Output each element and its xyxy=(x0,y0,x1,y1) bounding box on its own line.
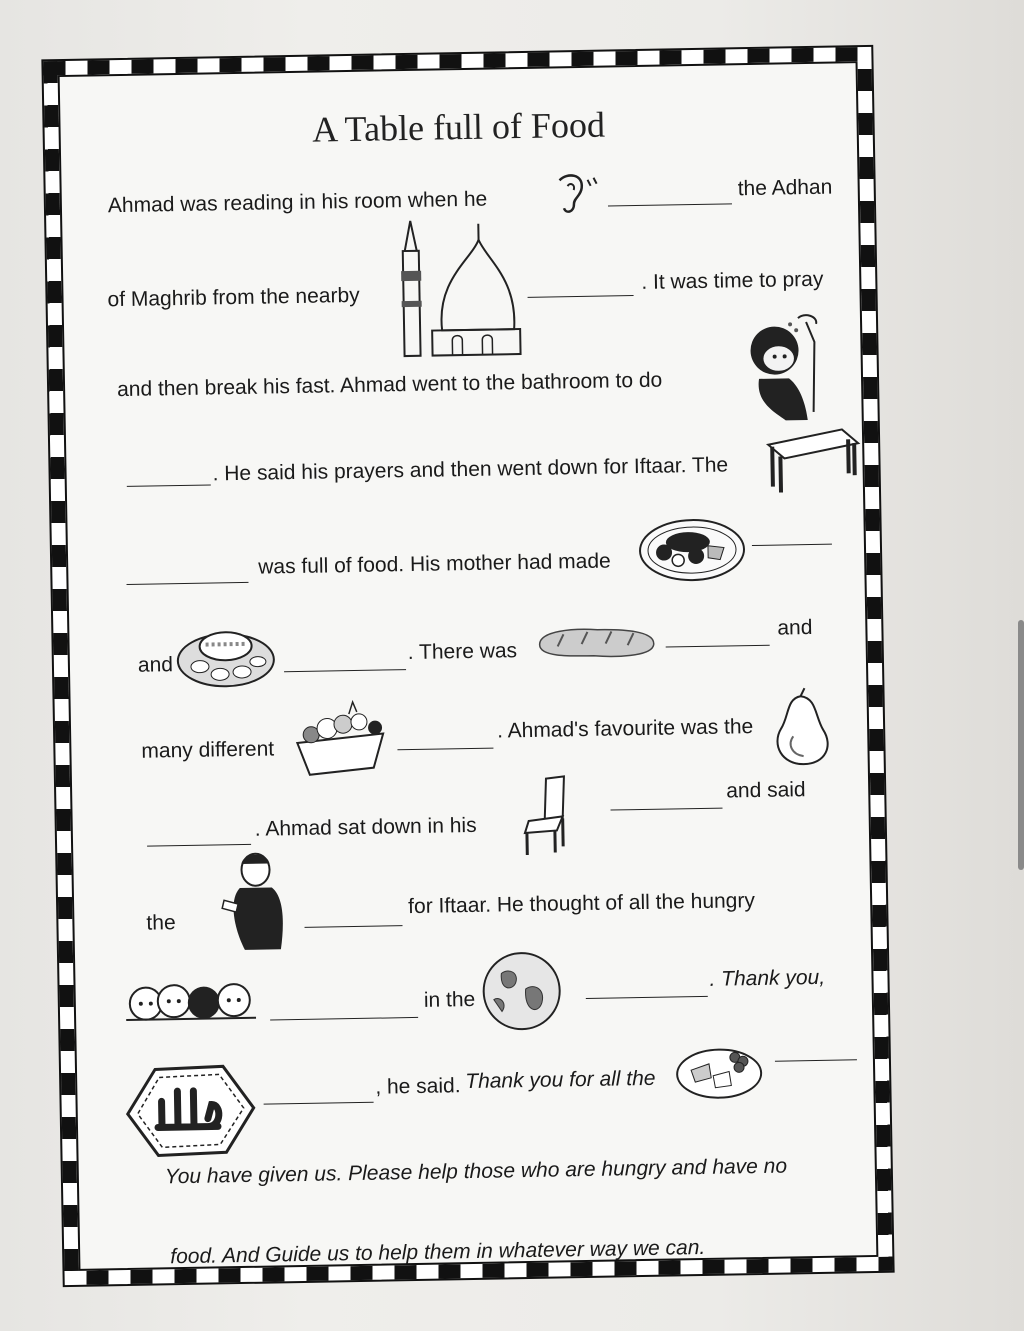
blank-3[interactable] xyxy=(127,484,211,486)
line-6-end-text: and xyxy=(777,615,813,640)
blank-1[interactable] xyxy=(608,203,732,206)
line-3-text: and then break his fast. Ahmad went to the bathroom to do xyxy=(116,368,663,402)
line-4-text: . He said his prayers and then went down for Iftaar. The xyxy=(212,453,729,486)
line-6-text: and xyxy=(137,653,174,677)
globe-icon xyxy=(479,948,564,1033)
chair-icon xyxy=(516,774,577,859)
line-1-end-text: the Adhan xyxy=(737,175,833,201)
praying-boy-icon xyxy=(213,849,293,954)
blank-2[interactable] xyxy=(528,295,634,298)
line-13-text: food. And Guide us to help them in whatever way we can. xyxy=(170,1235,706,1269)
table-icon xyxy=(762,423,863,495)
blank-11[interactable] xyxy=(305,925,403,928)
blank-6[interactable] xyxy=(284,669,406,672)
blank-12[interactable] xyxy=(270,1017,418,1021)
blank-8[interactable] xyxy=(397,748,493,751)
pear-icon xyxy=(766,686,837,769)
line-12-text: You have given us. Please help those who are hungry and have no xyxy=(164,1154,788,1189)
line-7-text: many different xyxy=(141,737,275,763)
food-plate-icon xyxy=(637,515,748,585)
blank-7[interactable] xyxy=(666,645,770,648)
line-10-end-text: . Thank you, xyxy=(709,965,826,991)
line-8-end-text: and said xyxy=(726,778,806,803)
blank-14[interactable] xyxy=(264,1102,374,1105)
boy-washing-icon xyxy=(744,312,836,424)
ear-icon xyxy=(549,172,600,219)
dish-icon xyxy=(175,619,276,691)
line-1-text: Ahmad was reading in his room when he xyxy=(107,187,488,218)
food-platter-icon xyxy=(674,1035,763,1103)
scroll-edge xyxy=(1018,620,1024,870)
worksheet-frame xyxy=(41,45,894,1287)
blank-13[interactable] xyxy=(586,996,708,999)
worksheet-content xyxy=(58,61,879,1271)
line-8-text: . Ahmad sat down in his xyxy=(254,813,477,841)
line-10-text: in the xyxy=(423,987,476,1012)
bread-icon xyxy=(533,621,660,663)
line-7-end-text: . Ahmad's favourite was the xyxy=(496,715,754,743)
fruit-basket-icon xyxy=(287,697,394,783)
line-6-mid-text: . There was xyxy=(407,639,518,665)
allah-calligraphy-icon xyxy=(121,1060,259,1162)
line-5-text: was full of food. His mother had made xyxy=(258,549,611,579)
blank-5[interactable] xyxy=(752,544,832,546)
blank-9[interactable] xyxy=(147,844,251,847)
blank-15[interactable] xyxy=(775,1059,857,1061)
line-9-text: the xyxy=(146,911,176,935)
line-2-end-text: . It was time to pray xyxy=(641,267,824,294)
line-11-italic-text: Thank you for all the xyxy=(465,1066,656,1094)
mosque-icon xyxy=(390,209,523,361)
line-2-text: of Maghrib from the nearby xyxy=(107,283,360,312)
children-icon xyxy=(125,974,256,1026)
line-11-text: , he said. xyxy=(375,1074,461,1099)
blank-4[interactable] xyxy=(127,582,249,585)
worksheet-title: A Table full of Food xyxy=(311,104,606,150)
blank-10[interactable] xyxy=(611,808,723,811)
line-9-end-text: for Iftaar. He thought of all the hungry xyxy=(407,889,756,919)
